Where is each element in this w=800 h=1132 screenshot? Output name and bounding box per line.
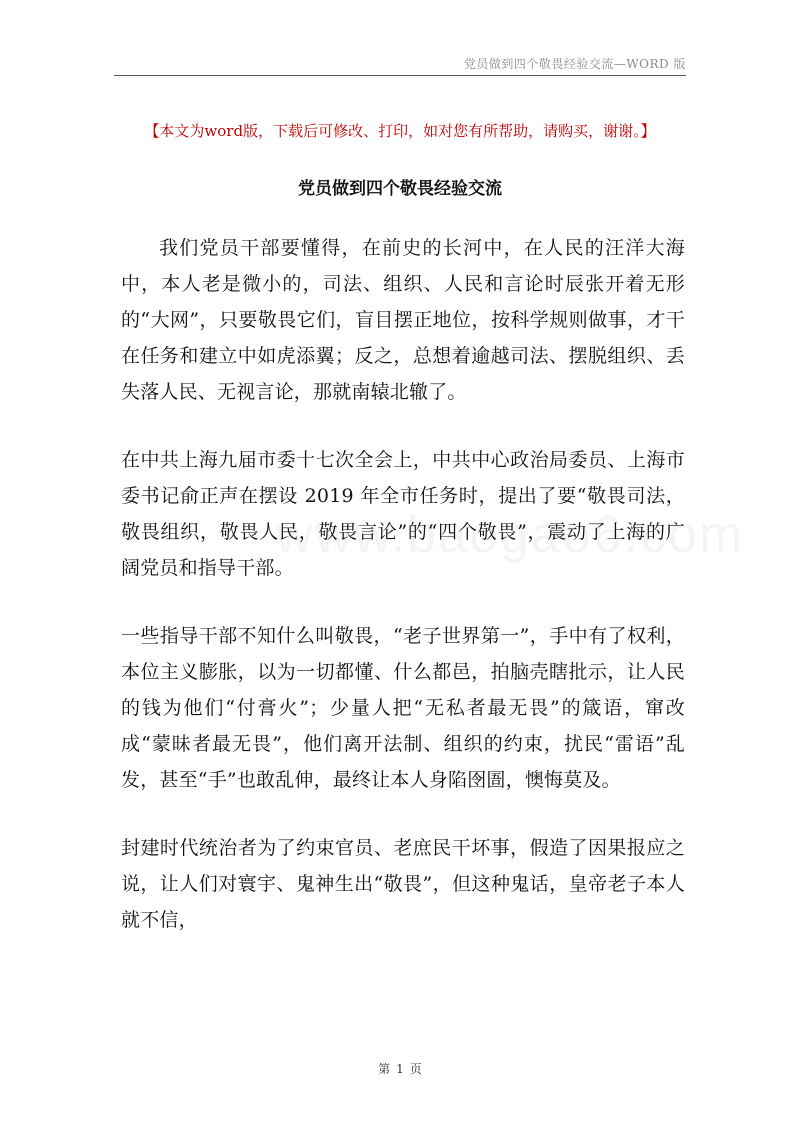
paragraph-1: 我们党员干部要懂得，在前史的长河中，在人民的汪洋大海中，本人老是微小的，司法、组织、人民和言论时辰张开着无形的“大网”，只要敬畏它们，盲目摆正地位，按科学规则做事，才干在任务和建立中如虎添翼；反之，总想着逾越司法、摆脱组织、丢失落人民、无视言论，那就南辕北辙了。 (121, 237, 685, 403)
paragraph-4: 封建时代统治者为了约束官员、老庶民干坏事，假造了因果报应之说，让人们对寰宇、鬼神生出“敬畏”，但这种鬼话，皇帝老子本人就不信， (121, 837, 685, 931)
download-notice: 【本文为word版，下载后可修改、打印，如对您有所帮助，请购买，谢谢。】 (144, 122, 656, 140)
document-title: 党员做到四个敬畏经验交流 (298, 179, 502, 199)
page-prefix: 第 (378, 1062, 391, 1076)
page-suffix: 页 (409, 1062, 422, 1076)
header-divider (114, 75, 686, 76)
running-header: 党员做到四个敬畏经验交流—WORD 版 (463, 57, 686, 71)
page-number: 1 (396, 1062, 404, 1076)
paragraph-3: 一些指导干部不知什么叫敬畏，“老子世界第一”，手中有了权利，本位主义膨胀，以为一切都懂、什么都邑，拍脑壳瞎批示，让人民的钱为他们“付膏火”；少量人把“无私者最无畏”的箴语，窜改成“蒙昧者最无畏”，他们离开法制、组织的约束，扰民“雷语”乱发，甚至“手”也敢乱伸，最终让本人身陷囹圄，懊悔莫及。 (121, 625, 685, 791)
paragraph-2: 在中共上海九届市委十七次全会上，中共中心政治局委员、上海市委书记俞正声在摆设 2019 年全市任务时，提出了要“敬畏司法，敬畏组织，敬畏人民，敬畏言论”的“四个敬畏”，震动了上海的广阔党员和指导干部。 (121, 449, 685, 579)
document-body (121, 230, 685, 970)
page-footer (0, 1060, 800, 1077)
